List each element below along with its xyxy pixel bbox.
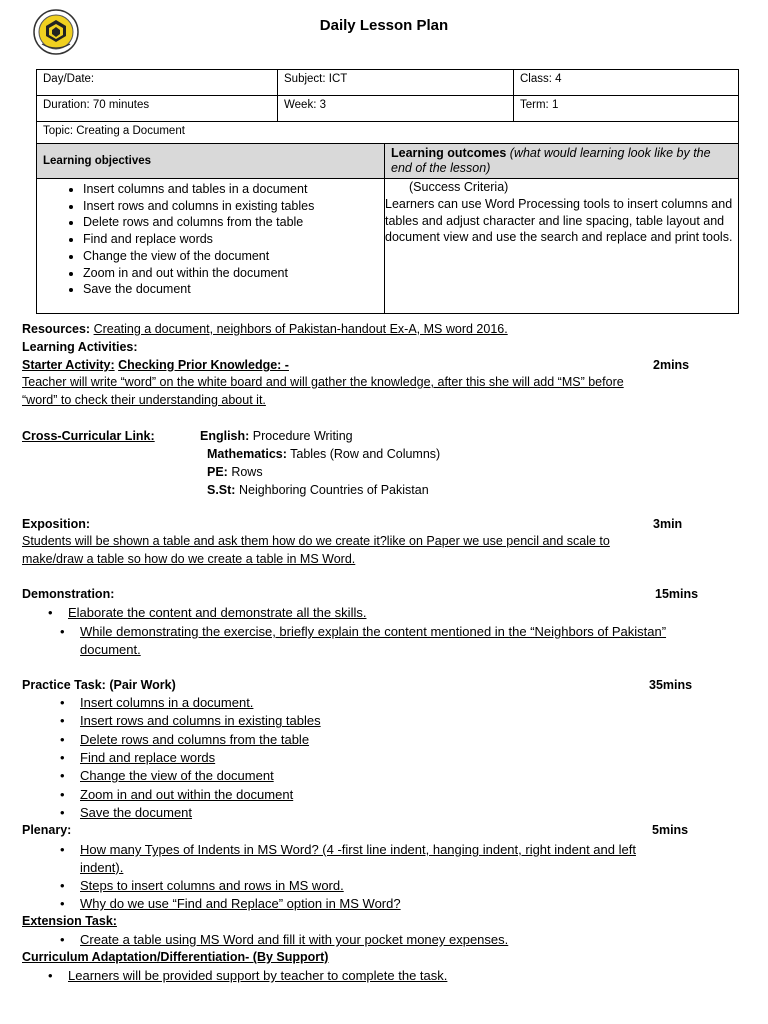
topic-value: Creating a Document [76,125,185,137]
practice-item: Delete rows and columns from the table [80,731,310,747]
pe-value: Rows [231,465,263,479]
objectives-heading: Learning objectives [37,144,385,179]
lesson-header-table [36,69,739,122]
outcomes-text: Learners can use Word Processing tools to insert columns and tables and adjust character and line spacing, table layout and document view and use the search and replace and print tools. [385,196,733,245]
practice-item: Insert columns in a document. [80,695,254,710]
exposition-line2: make/draw a table so how do we create a table in MS Word. [22,552,356,566]
bullet-icon: • [60,731,65,747]
week-cell: Week: 3 [278,96,514,122]
pe-label: PE: [207,465,228,479]
page-title: Daily Lesson Plan [319,17,449,34]
outcomes-heading: Learning outcomes [391,146,507,160]
exposition-label: Exposition: [22,517,91,531]
cross-curricular-label: Cross-Curricular Link: [22,429,155,443]
plenary-time: 5mins [652,823,689,837]
practice-label: Practice Task: (Pair Work) [22,678,176,692]
objectives-list-cell [37,179,385,314]
cross-math [207,446,440,463]
cross-sst [207,482,429,499]
list-item [60,877,750,895]
list-item [48,967,748,985]
english-label: English: [200,429,250,443]
math-label: Mathematics: [207,447,287,461]
bullet-icon: • [60,878,65,893]
plenary-item1-line1: How many Types of Indents in MS Word? (4 -first line indent, hanging indent, right indent and left [80,842,636,857]
demonstration-item2-line1: While demonstrating the exercise, briefly explain the content mentioned in the “Neighbors of Pakistan” [80,624,667,639]
practice-item: Zoom in and out within the document [80,786,294,802]
extension-label: Extension Task: [22,914,117,928]
topic-cell [37,122,739,144]
practice-item: Save the document [80,804,193,820]
list-item [60,895,750,913]
bullet-icon: • [60,932,65,947]
cross-pe [207,464,263,481]
plenary-item3: Why do we use “Find and Replace” option in MS Word? [80,896,401,911]
list-item [60,694,750,712]
exposition-line1: Students will be shown a table and ask them how do we create it?like on Paper we use pencil and scale to [22,534,610,548]
starter-heading [22,357,289,374]
bullet-icon: • [60,804,65,820]
class-cell: Class: 4 [514,70,739,96]
objective-item: • Change the view of the document [83,248,378,265]
learning-activities-heading: Learning Activities: [22,340,138,354]
bullet-icon: • [60,695,65,710]
list-item [60,931,750,949]
objective-item: • Zoom in and out within the document [83,265,378,282]
objective-item: • Save the document [83,281,378,298]
math-value: Tables (Row and Columns) [290,447,441,461]
list-item [60,749,750,767]
cross-english [200,428,353,445]
sst-label: S.St: [207,483,236,497]
bullet-icon: • [48,968,53,983]
resources-text: Creating a document, neighbors of Pakistan-handout Ex-A, MS word 2016. [93,322,508,336]
outcomes-cell [385,179,739,314]
bullet-icon: • [60,749,65,765]
list-item [60,731,750,749]
list-item [60,623,750,659]
resources-label: Resources: [22,322,91,336]
starter-text-line2: “word” to check their understanding about it. [22,393,266,407]
adaptation-item: Learners will be provided support by teacher to complete the task. [68,968,448,983]
demonstration-time: 15mins [655,587,699,601]
demonstration-item2-line2: document. [80,642,141,657]
demonstration-item1: Elaborate the content and demonstrate all the skills. [68,605,367,620]
practice-time: 35mins [649,678,693,692]
plenary-item2: Steps to insert columns and rows in MS word. [80,878,344,893]
practice-item: Find and replace words [80,749,216,765]
practice-item: Change the view of the document [80,768,274,784]
objectives-list [43,181,378,298]
sst-value: Neighboring Countries of Pakistan [238,483,429,497]
duration-cell: Duration: 70 minutes [37,96,278,122]
list-item [60,841,750,877]
plenary-item1-line2: indent). [80,860,124,875]
exposition-time: 3min [653,517,683,531]
bullet-icon: • [60,713,65,729]
list-item [60,804,750,822]
bullet-icon: • [60,786,65,802]
bullet-icon: • [60,896,65,911]
bullet-icon: • [60,768,65,784]
resources-line [22,321,508,338]
objective-item: • Delete rows and columns from the table [83,214,378,231]
list-item [48,604,748,622]
objective-item: • Insert columns and tables in a document [83,181,378,198]
objectives-table [36,121,739,314]
outcomes-note: (what would learning look like by the end of the lesson) [391,146,711,175]
bullet-icon: • [60,842,65,857]
demonstration-label: Demonstration: [22,587,115,601]
starter-text-line1: Teacher will write “word” on the white board and will gather the knowledge, after this she will add “MS” before [22,375,624,389]
list-item [60,767,750,785]
term-cell: Term: 1 [514,96,739,122]
english-value: Procedure Writing [252,429,353,443]
success-criteria: (Success Criteria) [409,180,509,194]
adaptation-label: Curriculum Adaptation/Differentiation- (By Support) [22,950,329,964]
subject-cell: Subject: ICT [278,70,514,96]
bullet-icon: • [48,605,53,620]
starter-time: 2mins [653,358,690,372]
starter-label: Starter Activity: [22,358,115,372]
objective-item: • Find and replace words [83,231,378,248]
list-item [60,712,750,730]
bullet-icon: • [60,624,65,639]
extension-item: Create a table using MS Word and fill it with your pocket money expenses. [80,932,509,947]
list-item [60,786,750,804]
outcomes-heading-cell [385,144,739,179]
plenary-label: Plenary: [22,823,72,837]
starter-subtitle: Checking Prior Knowledge: - [118,358,289,372]
objective-item: • Insert rows and columns in existing tables [83,198,378,215]
topic-label: Topic: [43,125,74,137]
practice-item: Insert rows and columns in existing tables [80,713,321,729]
day-date-cell: Day/Date: [37,70,278,96]
